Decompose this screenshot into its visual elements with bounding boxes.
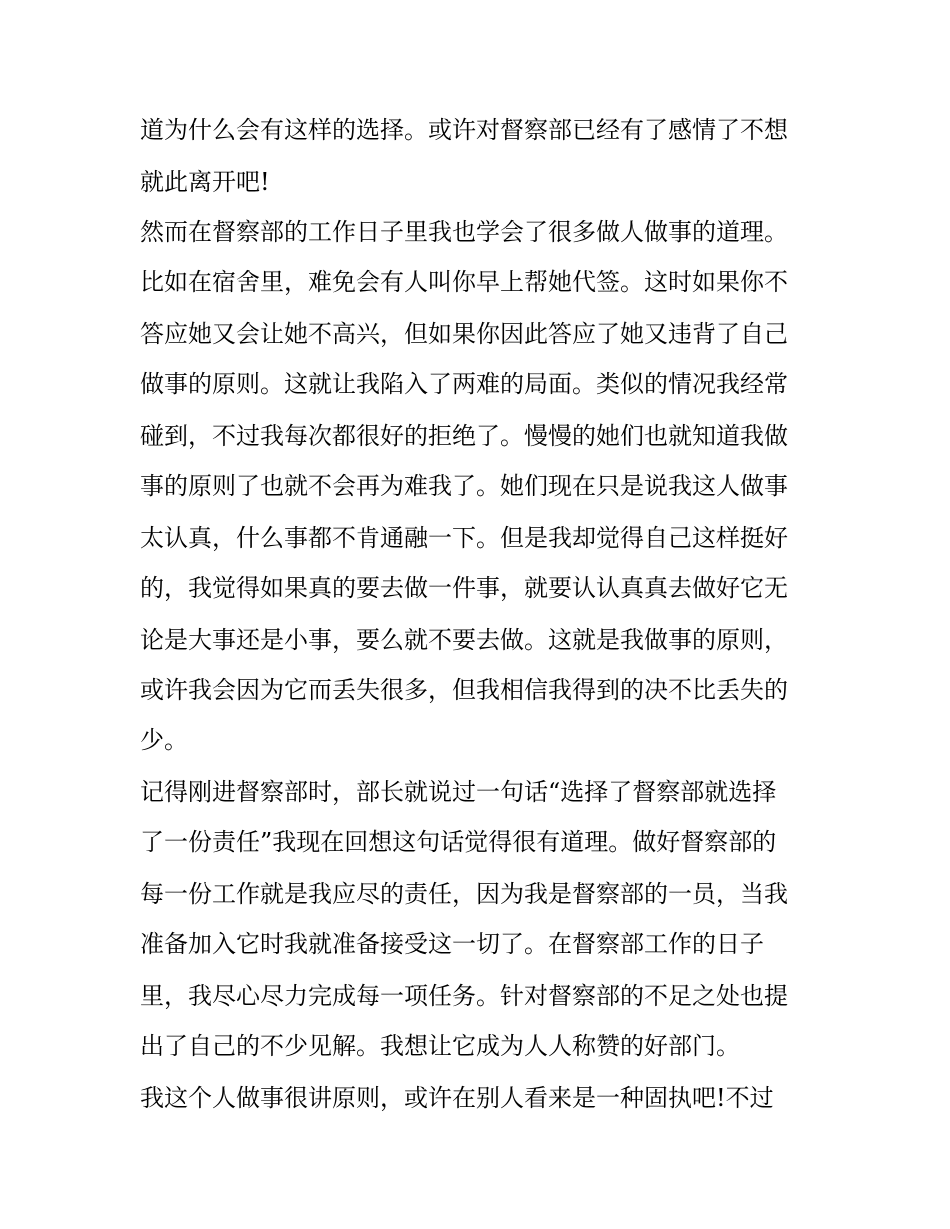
text-line: 准备加入它时我就准备接受这一切了。在督察部工作的日子	[140, 930, 764, 958]
text-line: 里，我尽心尽力完成每一项任务。针对督察部的不足之处也提	[140, 982, 788, 1010]
text-line: 或许我会因为它而丢失很多，但我相信我得到的决不比丢失的	[140, 676, 788, 704]
text-line: 记得刚进督察部时，部长就说过一句话“选择了督察部就选择	[140, 778, 777, 806]
text-line: 事的原则了也就不会再为难我了。她们现在只是说我这人做事	[140, 472, 788, 500]
text-line: 每一份工作就是我应尽的责任，因为我是督察部的一员，当我	[140, 880, 788, 908]
text-line: 了一份责任”我现在回想这句话觉得很有道理。做好督察部的	[140, 828, 777, 856]
text-line: 论是大事还是小事，要么就不要去做。这就是我做事的原则，	[140, 626, 788, 654]
text-line: 答应她又会让她不高兴，但如果你因此答应了她又违背了自己	[140, 320, 788, 348]
text-line: 做事的原则。这就让我陷入了两难的局面。类似的情况我经常	[140, 370, 788, 398]
text-line: 然而在督察部的工作日子里我也学会了很多做人做事的道理。	[140, 218, 788, 246]
text-line: 就此离开吧!	[140, 168, 270, 196]
text-line: 道为什么会有这样的选择。或许对督察部已经有了感情了不想	[140, 116, 788, 144]
text-line: 碰到，不过我每次都很好的拒绝了。慢慢的她们也就知道我做	[140, 422, 788, 450]
text-line: 出了自己的不少见解。我想让它成为人人称赞的好部门。	[140, 1032, 740, 1060]
text-line: 的，我觉得如果真的要去做一件事，就要认认真真去做好它无	[140, 574, 788, 602]
text-line: 比如在宿舍里，难免会有人叫你早上帮她代签。这时如果你不	[140, 268, 788, 296]
text-line: 我这个人做事很讲原则，或许在别人看来是一种固执吧!不过	[140, 1084, 774, 1112]
text-line: 太认真，什么事都不肯通融一下。但是我却觉得自己这样挺好	[140, 524, 788, 552]
text-line: 少。	[140, 726, 188, 754]
